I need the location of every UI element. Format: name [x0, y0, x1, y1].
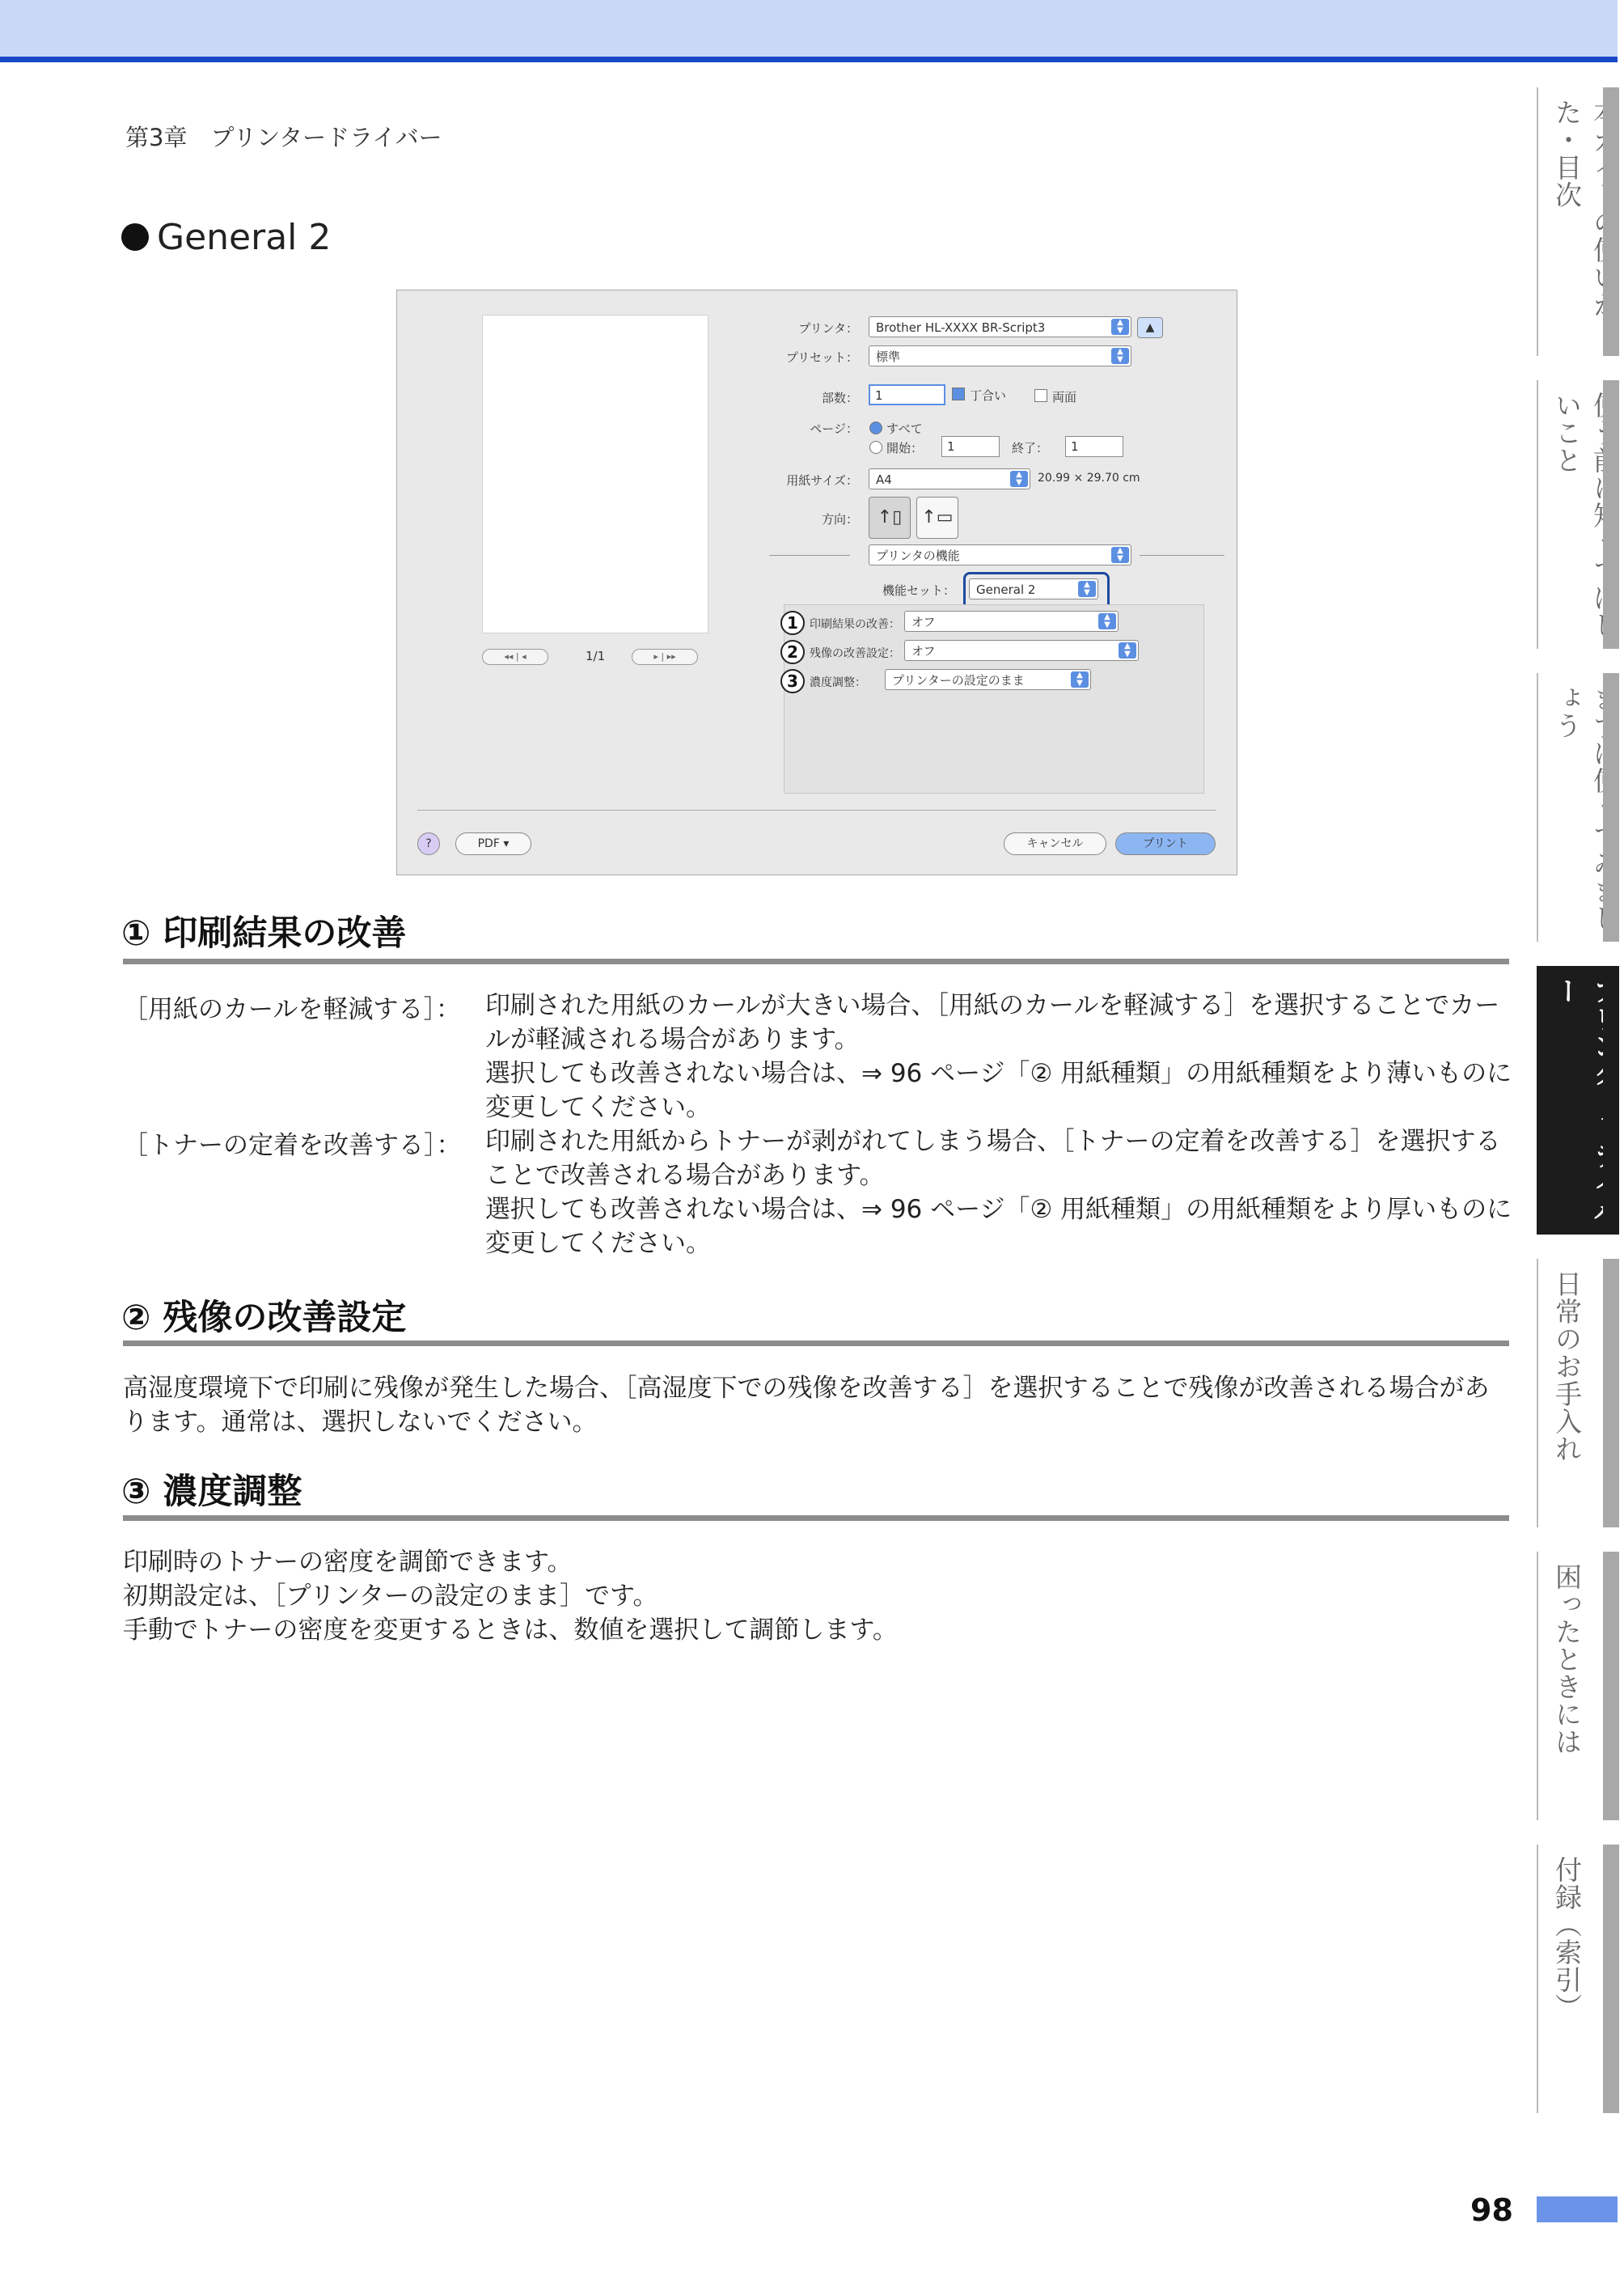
section3-line2: 初期設定は、［プリンターの設定のまま］です。 [123, 1582, 658, 1611]
nav-last-button[interactable]: ▸ | ▸▸ [632, 649, 698, 665]
printer-select[interactable] [869, 316, 1131, 337]
preset-value: 標準 [876, 349, 901, 364]
tab-bar [1603, 1259, 1619, 1527]
help-button[interactable] [417, 832, 440, 855]
chevron-updown-icon: ▲ ▼ [1111, 319, 1129, 335]
pages-from-input[interactable]: 1 [941, 436, 1000, 457]
tab-label: 日常のお手入れ [1551, 1270, 1583, 1463]
opt2-value: オフ [911, 644, 936, 659]
chevron-updown-icon: ▲ ▼ [1119, 642, 1136, 659]
tab-bar [1603, 87, 1619, 356]
section-title-text: General 2 [157, 217, 332, 258]
divider-left [769, 555, 850, 556]
tab-label: た・目次 [1551, 99, 1583, 209]
desc-toner-fix [485, 1125, 1512, 1260]
orientation-label: 方向： [821, 512, 858, 527]
page-number-bar [1537, 2196, 1618, 2222]
print-button[interactable]: プリント [1115, 832, 1216, 855]
desc-curl [485, 989, 1512, 1125]
tab-getting-started[interactable] [1537, 673, 1619, 942]
expand-toggle-button[interactable] [1137, 317, 1163, 338]
pages-range-radio[interactable] [869, 441, 882, 454]
feature-set-value: General 2 [976, 582, 1036, 597]
top-band [0, 0, 1618, 57]
duplex-label: 両面 [1052, 390, 1077, 405]
feature-set-label: 機能セット： [882, 583, 956, 598]
callout-3: 3 [780, 669, 805, 693]
tab-maintenance[interactable] [1537, 1259, 1619, 1527]
copies-input[interactable]: 1 [869, 384, 945, 405]
page-counter: 1/1 [586, 649, 606, 663]
section2-rule [123, 1341, 1509, 1346]
preset-select[interactable] [869, 345, 1131, 366]
section3-line3: 手動でトナーの密度を変更するときは、数値を選択して調節します。 [123, 1616, 898, 1645]
tab-label: 困ったときには [1551, 1563, 1583, 1756]
collate-label: 丁合い [970, 388, 1007, 403]
paper-size-select[interactable] [869, 468, 1030, 489]
chevron-updown-icon: ▲ ▼ [1098, 613, 1116, 629]
tab-bar [1603, 380, 1619, 649]
divider-right [1140, 555, 1224, 556]
pages-all-radio[interactable] [869, 421, 882, 434]
portrait-button[interactable] [869, 497, 911, 539]
pdf-button[interactable]: PDF ▾ [455, 832, 531, 855]
desc-toner-fix-note: 選択しても改善されない場合は、⇒ 96 ページ「② 用紙種類」の用紙種類をより厚いものに変更してください。 [485, 1195, 1512, 1258]
section3-line1: 印刷時のトナーの密度を調節できます。 [123, 1548, 573, 1577]
duplex-checkbox[interactable] [1034, 389, 1047, 402]
cancel-button[interactable]: キャンセル [1004, 832, 1106, 855]
top-rule [0, 57, 1618, 62]
tab-bar [1603, 966, 1619, 1235]
help-icon: ? [425, 837, 432, 850]
chevron-updown-icon: ▲ ▼ [1071, 671, 1089, 688]
section1-rule [123, 959, 1509, 964]
tab-bar [1603, 1845, 1619, 2113]
desc-toner-fix-text: 印刷された用紙からトナーが剥がれてしまう場合、［トナーの定着を改善する］を選択することで改善される場合があります。 [485, 1127, 1501, 1190]
opt2-select[interactable] [904, 640, 1139, 661]
desc-curl-text: 印刷された用紙のカールが大きい場合、［用紙のカールを軽減する］を選択することでカールが軽減される場合があります。 [485, 991, 1500, 1054]
term-toner-fix: ［トナーの定着を改善する］： [123, 1131, 462, 1160]
printer-label: プリンタ： [798, 321, 858, 336]
tab-before-use[interactable] [1537, 380, 1619, 649]
paper-size-value: A4 [876, 472, 892, 487]
opt3-select[interactable] [885, 669, 1091, 690]
pages-label: ページ： [810, 421, 858, 436]
section3-heading: ③ 濃度調整 [121, 1472, 302, 1512]
page-number: 98 [1470, 2192, 1513, 2228]
opt1-select[interactable] [904, 611, 1119, 632]
section2-heading: ② 残像の改善設定 [121, 1298, 407, 1338]
callout-2: 2 [780, 640, 805, 664]
collate-checkbox[interactable] [952, 388, 965, 400]
nav-first-button[interactable]: ◂◂ | ◂ [482, 649, 548, 665]
section-title [121, 217, 331, 258]
pages-from-label: 開始： [886, 441, 924, 455]
callout-1: 1 [780, 611, 805, 635]
feature-set-select[interactable] [969, 578, 1098, 599]
tab-bar [1603, 673, 1619, 942]
print-dialog [396, 290, 1237, 875]
chevron-updown-icon: ▲ ▼ [1111, 348, 1129, 364]
tab-label: いこと [1551, 392, 1583, 474]
desc-curl-note: 選択しても改善されない場合は、⇒ 96 ページ「② 用紙種類」の用紙種類をより薄いものに変更してください。 [485, 1059, 1512, 1122]
tab-troubleshooting[interactable] [1537, 1552, 1619, 1820]
opt3-value: プリンターの設定のまま [892, 673, 1025, 688]
page-preview [482, 315, 708, 633]
tab-bar [1603, 1552, 1619, 1820]
chevron-updown-icon: ▲ ▼ [1010, 471, 1028, 487]
tab-label: ー [1551, 977, 1583, 1005]
pages-all-label: すべて [886, 421, 923, 436]
pages-to-label: 終了： [1012, 441, 1049, 455]
landscape-icon: ↑▭ [921, 507, 954, 527]
opt3-label: 濃度調整： [810, 676, 866, 689]
paper-dimensions: 20.99 × 29.70 cm [1038, 472, 1140, 485]
section2-body: 高湿度環境下で印刷に残像が発生した場合、［高湿度下での残像を改善する］を選択することで残像が改善される場合があります。通常は、選択しないでください。 [123, 1374, 1490, 1437]
pages-to-input[interactable]: 1 [1065, 436, 1123, 457]
preset-label: プリセット： [785, 350, 858, 365]
chapter-header: 第3章 プリンタードライバー [125, 124, 442, 151]
bullet-icon [121, 223, 149, 251]
panel-select[interactable] [869, 544, 1131, 565]
term-curl: ［用紙のカールを軽減する］： [123, 995, 461, 1024]
tab-label: ょう [1551, 684, 1583, 739]
chevron-updown-icon: ▲ ▼ [1111, 547, 1129, 563]
triangle-up-icon: ▲ [1145, 321, 1155, 334]
chevron-updown-icon: ▲ ▼ [1078, 581, 1096, 597]
tab-appendix[interactable] [1537, 1845, 1619, 2113]
copies-label: 部数： [821, 391, 858, 405]
tab-guide-toc[interactable] [1537, 87, 1619, 356]
footer-divider [417, 810, 1216, 811]
section3-rule [123, 1515, 1509, 1521]
section1-heading: ① 印刷結果の改善 [121, 913, 407, 954]
paper-size-label: 用紙サイズ： [786, 473, 858, 488]
opt2-label: 残像の改善設定： [810, 647, 900, 660]
landscape-button[interactable] [916, 497, 958, 539]
tab-printer-driver[interactable] [1537, 966, 1619, 1235]
portrait-icon: ↑▯ [877, 507, 903, 527]
opt1-label: 印刷結果の改善： [810, 618, 900, 631]
printer-value: Brother HL-XXXX BR-Script3 [876, 320, 1046, 335]
section3-body [123, 1545, 1509, 1647]
options-group [784, 604, 1204, 794]
panel-value: プリンタの機能 [876, 549, 960, 563]
opt1-value: オフ [911, 615, 936, 629]
tab-label: 付録（索引） [1551, 1856, 1583, 2021]
